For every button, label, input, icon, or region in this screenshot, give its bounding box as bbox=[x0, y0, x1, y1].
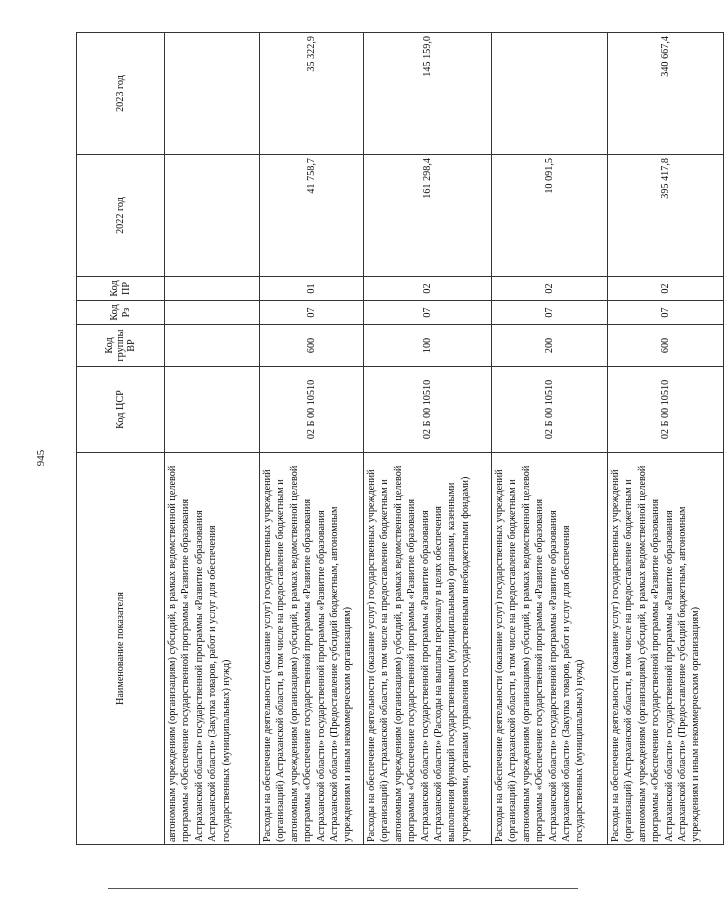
row-2023 bbox=[492, 33, 608, 155]
table-header-row bbox=[77, 33, 165, 845]
row-pr: 01 bbox=[260, 277, 364, 301]
bottom-rule bbox=[108, 888, 578, 889]
header-2022: 2022 год bbox=[77, 155, 165, 277]
row-csr: 02 Б 00 10510 bbox=[260, 367, 364, 453]
table-row bbox=[260, 33, 364, 845]
row-pr: 02 bbox=[364, 277, 492, 301]
row-name: Расходы на обеспечение деятельности (оказание услуг) государственных учреждений (организаций) Астраханской области, в том числе на предоставление бюджетным и автономным учреждениям (организациям) субсидий, в рамках ведомственной целевой программы «Обеспечение государственной программы «Развитие образования Астраханской области» государственной программы «Развитие образования Астраханской области» (Предоставление субсидий бюджетным, автономным учреждениям и иным некоммерческим организациям) bbox=[260, 453, 364, 845]
row-name: Расходы на обеспечение деятельности (оказание услуг) государственных учреждений (организаций) Астраханской области, в том числе на предоставление бюджетным и автономным учреждениям (организациям) субсидий, в рамках ведомственной целевой программы «Обеспечение государственной программы «Развитие образования Астраханской области» государственной программы «Развитие образования Астраханской области» (Предоставление субсидий бюджетным, автономным учреждениям и иным некоммерческим организациям) bbox=[608, 453, 724, 845]
row-2023: 340 667,4 bbox=[608, 33, 724, 155]
row-rz bbox=[165, 301, 260, 325]
row-2023: 145 159,0 bbox=[364, 33, 492, 155]
row-vr: 100 bbox=[364, 325, 492, 367]
row-name: Расходы на обеспечение деятельности (оказание услуг) государственных учреждений (организаций) Астраханской области, в том числе на предоставление бюджетным и автономным учреждениям (организациям) субсидий, в рамках ведомственной целевой программы «Обеспечение государственной программы «Развитие образования Астраханской области» государственной программы «Развитие образования Астраханской области» (Расходы на выплаты персоналу в целях обеспечения выполнения функций государственными (муниципальными) органами, казенными учреждениями, органами управления государственными внебюджетными фондами) bbox=[364, 453, 492, 845]
row-2023 bbox=[165, 33, 260, 155]
rotated-table-container bbox=[76, 33, 702, 845]
row-rz: 07 bbox=[492, 301, 608, 325]
row-csr bbox=[165, 367, 260, 453]
row-csr: 02 Б 00 10510 bbox=[608, 367, 724, 453]
row-2022: 395 417,8 bbox=[608, 155, 724, 277]
row-name: Расходы на обеспечение деятельности (оказание услуг) государственных учреждений (организаций) Астраханской области, в том числе на предоставление бюджетным и автономным учреждениям (организациям) субсидий, в рамках ведомственной целевой программы «Обеспечение государственной программы «Развитие образования Астраханской области» государственной программы «Развитие образования Астраханской области» (Закупка товаров, работ и услуг для обеспечения государственных (муниципальных) нужд) bbox=[492, 453, 608, 845]
header-pr: Код ПР bbox=[77, 277, 165, 301]
header-name: Наименование показателя bbox=[77, 453, 165, 845]
row-vr bbox=[165, 325, 260, 367]
row-pr: 02 bbox=[492, 277, 608, 301]
row-2023: 35 322,9 bbox=[260, 33, 364, 155]
row-vr: 200 bbox=[492, 325, 608, 367]
header-2023: 2023 год bbox=[77, 33, 165, 155]
table-row bbox=[608, 33, 724, 845]
row-2022: 10 091,5 bbox=[492, 155, 608, 277]
row-rz: 07 bbox=[364, 301, 492, 325]
table-row bbox=[165, 33, 260, 845]
table-row bbox=[364, 33, 492, 845]
row-csr: 02 Б 00 10510 bbox=[364, 367, 492, 453]
table-row bbox=[492, 33, 608, 845]
page-number: 945 bbox=[35, 449, 47, 467]
row-2022 bbox=[165, 155, 260, 277]
row-name: автономным учреждениям (организациям) субсидий, в рамках ведомственной целевой программы «Обеспечение государственной программы «Развитие образования Астраханской области» государственной программы «Развитие образования Астраханской области» (Закупка товаров, работ и услуг для обеспечения государственных (муниципальных) нужд) bbox=[165, 453, 260, 845]
row-2022: 41 758,7 bbox=[260, 155, 364, 277]
row-csr: 02 Б 00 10510 bbox=[492, 367, 608, 453]
header-rz: Код Рз bbox=[77, 301, 165, 325]
row-pr bbox=[165, 277, 260, 301]
header-vr: Код группы ВР bbox=[77, 325, 165, 367]
row-pr: 02 bbox=[608, 277, 724, 301]
row-2022: 161 298,4 bbox=[364, 155, 492, 277]
header-csr: Код ЦСР bbox=[77, 367, 165, 453]
row-vr: 600 bbox=[260, 325, 364, 367]
budget-table bbox=[76, 32, 724, 845]
row-rz: 07 bbox=[260, 301, 364, 325]
row-rz: 07 bbox=[608, 301, 724, 325]
row-vr: 600 bbox=[608, 325, 724, 367]
